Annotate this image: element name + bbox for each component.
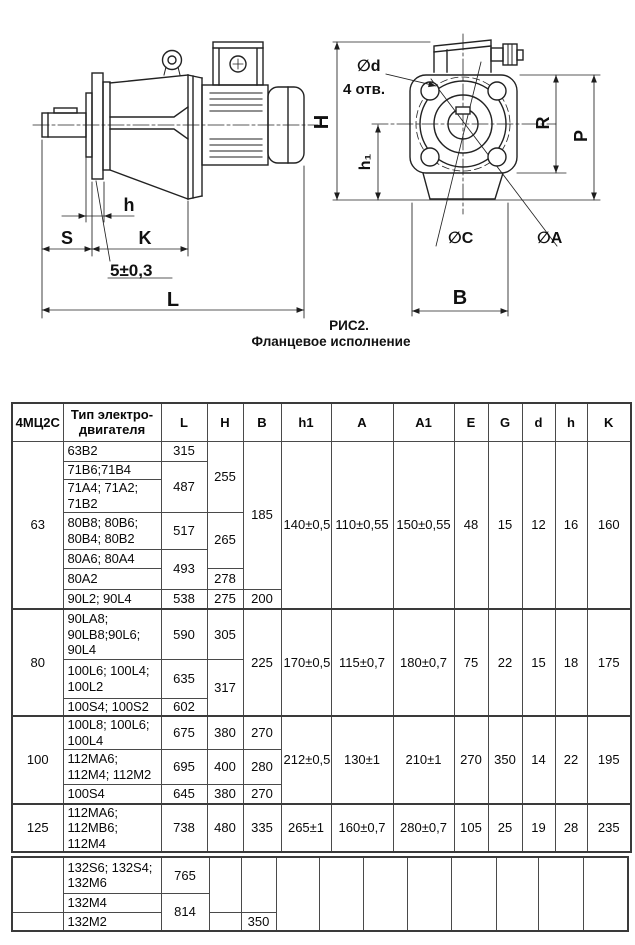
dim-label-h: h <box>123 195 135 215</box>
size-cell: 125 <box>12 804 63 852</box>
gearbox-housing <box>110 75 188 83</box>
value-cell: 380 <box>207 784 243 804</box>
value-cell: 335 <box>243 804 281 852</box>
dim-label-h1: h₁ <box>357 153 374 171</box>
value-cell: 265±1 <box>281 804 331 852</box>
value-cell: 160±0,7 <box>331 804 393 852</box>
value-cell: 195 <box>587 716 631 804</box>
type-cell: 80А6; 80А4 <box>63 549 161 568</box>
value-cell: 380 <box>207 716 243 749</box>
value-cell: 28 <box>555 804 587 852</box>
dim-label-p: P <box>571 129 591 143</box>
empty-cell <box>276 857 319 931</box>
type-cell: 80В8; 80В6; 80В4; 80В2 <box>63 512 161 549</box>
value-cell: 235 <box>587 804 631 852</box>
value-cell: 275 <box>207 589 243 609</box>
terminal-box-front <box>434 40 491 72</box>
type-cell: 71В6;71В4 <box>63 461 161 479</box>
dim-label-s: S <box>60 228 74 248</box>
value-cell: 487 <box>161 461 207 512</box>
value-cell: 15 <box>488 441 522 609</box>
col-header: H <box>207 403 243 441</box>
value-cell: 175 <box>587 609 631 716</box>
value-cell: 19 <box>522 804 555 852</box>
value-cell: 538 <box>161 589 207 609</box>
value-cell: 185 <box>243 441 281 589</box>
value-cell: 14 <box>522 716 555 804</box>
size-cell: 63 <box>12 441 63 609</box>
header-row <box>12 403 631 441</box>
table-row <box>12 441 631 461</box>
type-cell: 90LA8; 90LB8;90L6; 90L4 <box>63 609 161 659</box>
col-header: B <box>243 403 281 441</box>
dia-c-label: ∅C <box>448 230 474 247</box>
value-cell: 765 <box>161 857 209 893</box>
figure-caption-number: РИС2. <box>329 318 369 333</box>
technical-drawing <box>0 0 635 398</box>
empty-cell <box>209 912 241 931</box>
table-row <box>12 716 631 749</box>
value-cell: 590 <box>161 609 207 659</box>
type-cell: 71А4; 71А2; 71В2 <box>63 479 161 512</box>
value-cell: 814 <box>161 893 209 931</box>
holes-count-note: 4 отв. <box>343 81 386 98</box>
type-cell: 90L2; 90L4 <box>63 589 161 609</box>
col-header: A <box>331 403 393 441</box>
col-header: L <box>161 403 207 441</box>
extra-table <box>11 856 629 932</box>
empty-cell <box>451 857 496 931</box>
shaft-key <box>54 108 77 113</box>
dim-label-b: B <box>452 287 468 309</box>
value-cell: 265 <box>207 512 243 568</box>
col-header: d <box>522 403 555 441</box>
value-cell: 635 <box>161 659 207 698</box>
value-cell: 180±0,7 <box>393 609 454 716</box>
table-row <box>12 804 631 852</box>
value-cell: 645 <box>161 784 207 804</box>
type-cell: 63В2 <box>63 441 161 461</box>
value-cell: 738 <box>161 804 207 852</box>
col-header: G <box>488 403 522 441</box>
value-cell: 602 <box>161 698 207 716</box>
side-view <box>33 42 318 318</box>
col-header: h1 <box>281 403 331 441</box>
value-cell: 16 <box>555 441 587 609</box>
value-cell: 280 <box>243 749 281 784</box>
col-header: A1 <box>393 403 454 441</box>
value-cell: 12 <box>522 441 555 609</box>
value-cell: 22 <box>555 716 587 804</box>
dim-label-l: L <box>166 289 180 311</box>
empty-cell <box>496 857 538 931</box>
empty-cell <box>538 857 583 931</box>
value-cell: 493 <box>161 549 207 589</box>
value-cell: 140±0,5 <box>281 441 331 609</box>
empty-cell <box>241 857 276 912</box>
size-cell: 100 <box>12 716 63 804</box>
keyway <box>456 107 470 114</box>
dimensions-table <box>11 402 632 853</box>
size-cell: 80 <box>12 609 63 716</box>
value-cell: 270 <box>454 716 488 804</box>
dia-c-leader <box>436 62 481 246</box>
value-cell: 15 <box>522 609 555 716</box>
type-cell: 112MA6; 112M4; 112M2 <box>63 749 161 784</box>
hole-dia-label: ∅d <box>357 58 381 75</box>
col-header: E <box>454 403 488 441</box>
value-cell: 350 <box>488 716 522 804</box>
value-cell: 210±1 <box>393 716 454 804</box>
col-header: K <box>587 403 631 441</box>
value-cell: 350 <box>241 912 276 931</box>
value-cell: 75 <box>454 609 488 716</box>
type-cell: 80А2 <box>63 568 161 589</box>
value-cell: 105 <box>454 804 488 852</box>
dim-label-H: H <box>311 114 333 130</box>
value-cell: 675 <box>161 716 207 749</box>
type-cell: 100S4 <box>63 784 161 804</box>
col-header: h <box>555 403 587 441</box>
value-cell: 130±1 <box>331 716 393 804</box>
value-cell: 315 <box>161 441 207 461</box>
eye-bolt <box>163 51 182 70</box>
bolt-hole <box>421 148 439 166</box>
value-cell: 225 <box>243 609 281 716</box>
table-row <box>12 609 631 659</box>
value-cell: 305 <box>207 609 243 659</box>
value-cell: 18 <box>555 609 587 716</box>
type-cell: 100L6; 100L4; 100L2 <box>63 659 161 698</box>
value-cell: 270 <box>243 784 281 804</box>
mounting-flange <box>92 73 103 179</box>
empty-cell <box>583 857 628 931</box>
value-cell: 278 <box>207 568 243 589</box>
type-cell: 100L8; 100L6; 100L4 <box>63 716 161 749</box>
type-cell: 132M4 <box>63 893 161 912</box>
value-cell: 200 <box>243 589 281 609</box>
value-cell: 695 <box>161 749 207 784</box>
value-cell: 400 <box>207 749 243 784</box>
value-cell: 160 <box>587 441 631 609</box>
empty-cell <box>12 912 63 931</box>
col-header: 4МЦ2С <box>12 403 63 441</box>
value-cell: 317 <box>207 659 243 716</box>
dim-label-r: R <box>533 116 553 130</box>
value-cell: 280±0,7 <box>393 804 454 852</box>
value-cell: 48 <box>454 441 488 609</box>
type-cell: 132M2 <box>63 912 161 931</box>
type-cell: 112MA6; 112MB6; 112M4 <box>63 804 161 852</box>
dia-a-label: ∅A <box>537 230 563 247</box>
col-header: Тип электро-двигателя <box>63 403 161 441</box>
empty-cell <box>363 857 407 931</box>
value-cell: 212±0,5 <box>281 716 331 804</box>
cable-gland <box>503 44 517 65</box>
value-cell: 115±0,7 <box>331 609 393 716</box>
bolt-hole <box>488 148 506 166</box>
empty-cell <box>12 857 63 912</box>
type-cell: 100S4; 100S2 <box>63 698 161 716</box>
type-cell: 132S6; 132S4; 132M6 <box>63 857 161 893</box>
value-cell: 150±0,55 <box>393 441 454 609</box>
empty-cell <box>209 857 241 912</box>
bolt-hole <box>488 82 506 100</box>
value-cell: 255 <box>207 441 243 512</box>
value-cell: 480 <box>207 804 243 852</box>
value-cell: 170±0,5 <box>281 609 331 716</box>
value-cell: 517 <box>161 512 207 549</box>
empty-cell <box>407 857 451 931</box>
empty-cell <box>319 857 363 931</box>
flange-thickness-note: 5±0,3 <box>110 261 153 280</box>
value-cell: 22 <box>488 609 522 716</box>
table-row <box>12 857 628 893</box>
value-cell: 25 <box>488 804 522 852</box>
dim-label-k: K <box>138 228 152 248</box>
front-view <box>333 34 600 316</box>
value-cell: 270 <box>243 716 281 749</box>
value-cell: 110±0,55 <box>331 441 393 609</box>
figure-caption-title: Фланцевое исполнение <box>251 334 411 349</box>
